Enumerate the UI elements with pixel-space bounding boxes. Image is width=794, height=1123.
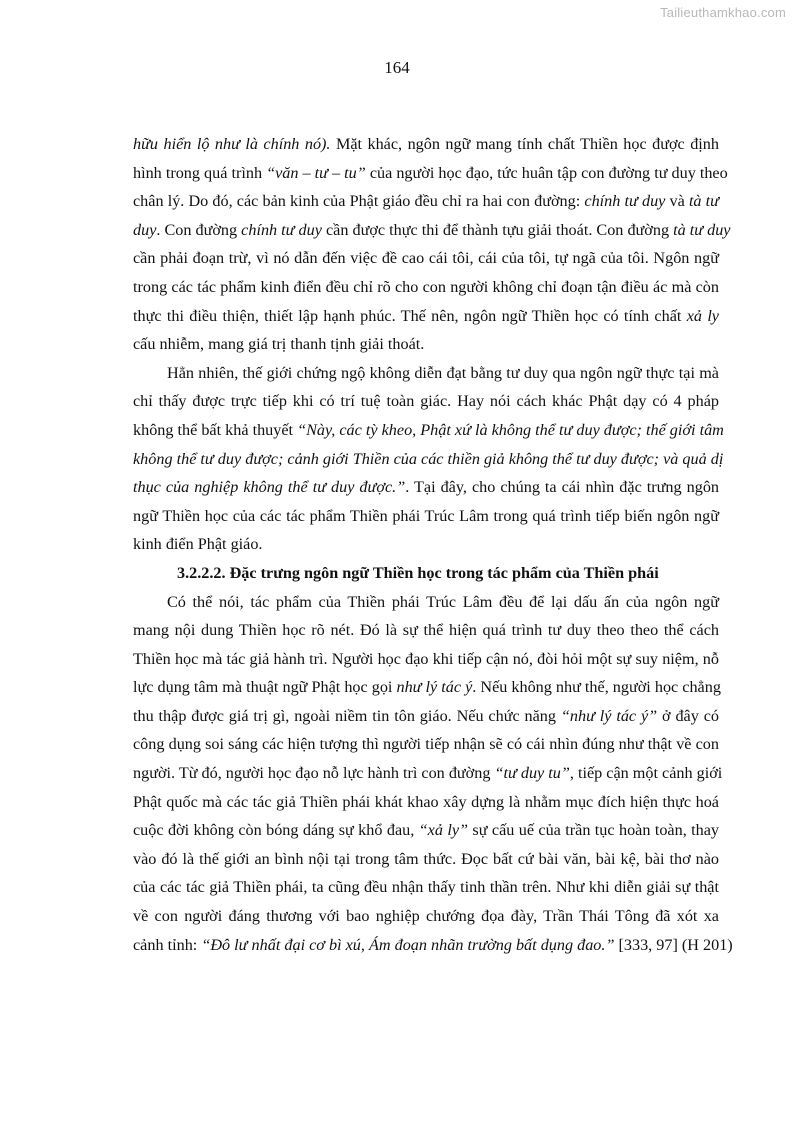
- text: [333, 97] (H 201): [614, 935, 733, 954]
- text: và: [665, 192, 689, 211]
- italic-text: “Này, các tỳ kheo, Phật xứ là không thể tư duy được; thế giới tâm: [297, 420, 724, 439]
- italic-text: hữu hiển lộ như là chính nó).: [133, 135, 331, 153]
- text-line: [133, 216, 731, 245]
- text: của người học đạo, tức huân tập con đường tư duy theo: [365, 163, 728, 182]
- italic-text: không thể tư duy được; cảnh giới Thiền của các thiền giả không thể tư duy được; và quả dị: [133, 449, 724, 468]
- text-line: ngữ Thiền học của các tác phẩm Thiền phái Trúc Lâm trong quá trình tiếp biến ngôn ngữ: [133, 506, 719, 525]
- text-line: [133, 159, 728, 188]
- text: người. Từ đó, người học đạo nỗ lực hành trì con đường: [133, 764, 495, 783]
- text: cảnh tỉnh:: [133, 935, 202, 954]
- text: cần được thực thi để thành tựu giải thoát. Con đường: [321, 220, 674, 239]
- italic-text: “văn – tư – tu”: [266, 163, 366, 182]
- italic-text: như lý tác ý: [396, 678, 473, 697]
- text: cuộc đời không còn bóng dáng sự khổ đau,: [133, 821, 419, 840]
- text-line: [133, 416, 724, 445]
- text: thu thập được giá trị gì, ngoài niềm tin tôn giáo. Nếu chức năng: [133, 706, 561, 725]
- text-line: Thiền học mà tác giả hành trì. Người học đạo khi tiếp cận nó, đòi hỏi một sự suy niệm, nỗ: [133, 649, 719, 668]
- text: hình trong quá trình: [133, 163, 267, 182]
- text: ở đây có: [657, 706, 719, 725]
- text: sự cấu uế của trần tục hoàn toàn, thay: [468, 821, 719, 840]
- text-line: mang nội dung Thiền học rõ nét. Đó là sự thể hiện quá trình tư duy theo theo thể cách: [133, 621, 719, 640]
- text: . Nếu không như thế, người học chẳng: [472, 678, 721, 697]
- text-line: [133, 445, 724, 474]
- text-line: [133, 187, 719, 216]
- italic-text: tà tư: [688, 192, 720, 211]
- italic-text: tà tư duy: [673, 220, 731, 239]
- text-line: kinh điển Phật giáo.: [133, 535, 263, 554]
- text-line: [133, 759, 723, 788]
- text-line: cấu nhiễm, mang giá trị thanh tịnh giải thoát.: [133, 335, 425, 354]
- text: không thể bất khả thuyết: [133, 420, 298, 439]
- text: . Con đường: [156, 220, 242, 239]
- text-line: trong các tác phẩm kinh điển đều chỉ rõ cho con người không chỉ đoạn tận điều ác mà còn: [133, 277, 719, 296]
- document-body: [133, 130, 733, 959]
- italic-text: duy: [133, 220, 157, 239]
- text-line: [133, 702, 719, 731]
- text-line: cần phải đoạn trừ, vì nó dẫn đến việc đề cao cái tôi, cái của tôi, tự ngã của tôi. Ngôn ngữ: [133, 249, 719, 268]
- text-line: [133, 816, 719, 845]
- watermark: Tailieuthamkhao.com: [660, 5, 786, 20]
- text-line: Phật quốc mà các tác giả Thiền phái khát khao xây dựng là nhằm mục đích hiện thực hoá: [133, 792, 719, 811]
- italic-text: xả ly: [686, 306, 719, 325]
- text: lực dụng tâm mà thuật ngữ Phật học gọi: [133, 678, 397, 697]
- text-line: của các tác giả Thiền phái, ta cũng đều nhận thấy tinh thần trên. Như khi diễn giải sự thật: [133, 878, 719, 897]
- page-number: 164: [384, 58, 410, 77]
- text: , tiếp cận một cảnh giới: [569, 764, 723, 783]
- italic-text: thục của nghiệp không thể tư duy được.”: [133, 478, 406, 497]
- text-line: [133, 302, 719, 331]
- italic-text: chính tư duy: [241, 220, 322, 239]
- text-line: công dụng soi sáng các hiện tượng thì người tiếp nhận sẽ có cái nhìn đúng như thật về con: [133, 735, 719, 754]
- text: chân lý. Do đó, các bản kinh của Phật giáo đều chỉ ra hai con đường:: [133, 192, 585, 211]
- text-line: Có thể nói, tác phẩm của Thiền phái Trúc Lâm đều để lại dấu ấn của ngôn ngữ: [167, 592, 719, 611]
- text-line: [133, 130, 719, 159]
- text-line: Hẳn nhiên, thế giới chứng ngộ không diễn đạt bằng tư duy qua ngôn ngữ thực tại mà: [167, 363, 719, 382]
- text-line: chỉ thấy được trực tiếp khi có trí tuệ toàn giác. Hay nói cách khác Phật dạy có 4 pháp: [133, 392, 719, 411]
- paragraph-2: [133, 359, 724, 559]
- italic-text: “xả ly”: [418, 821, 469, 840]
- text: Mặt khác, ngôn ngữ mang tính chất Thiền học được định: [330, 135, 719, 153]
- text-line: [133, 673, 719, 702]
- italic-text: chính tư duy: [584, 192, 666, 211]
- italic-text: “Đô lư nhất đại cơ bì xú, Ám đoạn nhãn trường bất dụng đao.”: [201, 935, 615, 954]
- section-heading: 3.2.2.2. Đặc trưng ngôn ngữ Thiền học trong tác phẩm của Thiền phái: [177, 563, 659, 582]
- text-line: [133, 473, 719, 502]
- italic-text: “tư duy tu”: [494, 764, 570, 783]
- text-line: [133, 931, 733, 960]
- text: thực thi điều thiện, thiết lập hạnh phúc. Thế nên, ngôn ngữ Thiền học có tính chất: [133, 306, 687, 325]
- italic-text: “như lý tác ý”: [560, 706, 658, 725]
- text-line: vào đó là thế giới an bình nội tại trong tâm thức. Đọc bất cứ bài văn, bài kệ, bài thơ nào: [133, 849, 719, 868]
- paragraph-3: [133, 588, 733, 960]
- text-line: về con người đáng thương với bao nghiệp chướng đọa đày, Trần Thái Tông đã xót xa: [133, 907, 719, 926]
- text: . Tại đây, cho chúng ta cái nhìn đặc trưng ngôn: [405, 478, 720, 497]
- paragraph-1: [133, 130, 731, 359]
